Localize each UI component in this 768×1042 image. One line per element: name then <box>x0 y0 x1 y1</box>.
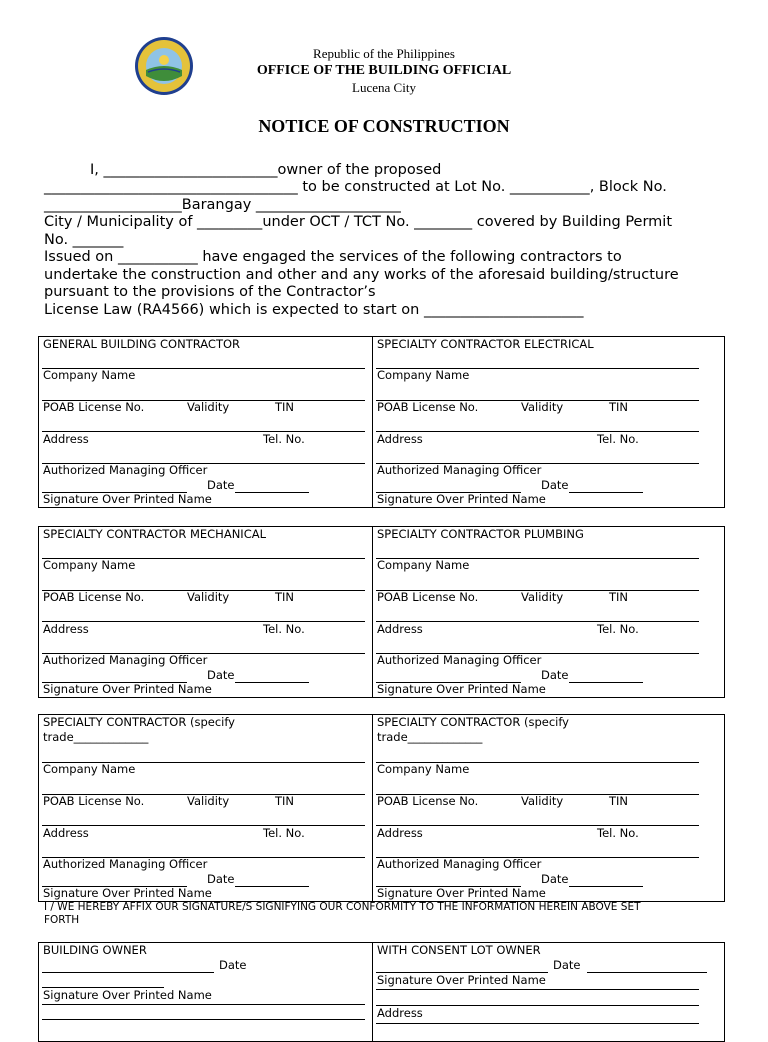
page-title: NOTICE OF CONSTRUCTION <box>258 116 510 136</box>
tel-label: Tel. No. <box>263 826 305 840</box>
officer-label: Authorized Managing Officer <box>377 857 542 871</box>
address-label: Address <box>377 826 423 840</box>
poab-label: POAB License No. <box>377 794 479 808</box>
date-label: Date <box>207 478 235 492</box>
officer-label: Authorized Managing Officer <box>43 653 208 667</box>
city-name: Lucena City <box>352 80 416 95</box>
signature-label: Signature Over Printed Name <box>43 988 212 1002</box>
address-label: Address <box>43 826 89 840</box>
signature-label: Signature Over Printed Name <box>377 682 546 696</box>
signature-label: Signature Over Printed Name <box>43 886 212 900</box>
tin-label: TIN <box>609 400 629 414</box>
section-heading: SPECIALTY CONTRACTOR ELECTRICAL <box>377 337 594 351</box>
validity-label: Validity <box>521 590 564 604</box>
tel-label: Tel. No. <box>597 432 639 446</box>
tel-label: Tel. No. <box>597 622 639 636</box>
mechanical-contractor-cell <box>39 527 373 697</box>
specify-contractor-cell-2 <box>373 715 707 901</box>
signature-label: Signature Over Printed Name <box>43 682 212 696</box>
tin-label: TIN <box>609 590 629 604</box>
officer-label: Authorized Managing Officer <box>43 857 208 871</box>
validity-label: Validity <box>187 590 230 604</box>
office-name: OFFICE OF THE BUILDING OFFICIAL <box>256 63 512 78</box>
date-label: Date <box>207 668 235 682</box>
date-label: Date <box>541 478 569 492</box>
building-owner-cell <box>39 943 373 1041</box>
validity-label: Validity <box>521 400 564 414</box>
officer-label: Authorized Managing Officer <box>377 653 542 667</box>
signature-label: Signature Over Printed Name <box>377 973 546 987</box>
date-label: Date <box>553 958 581 972</box>
tel-label: Tel. No. <box>597 826 639 840</box>
conformity-line-1: I / WE HEREBY AFFIX OUR SIGNATURE/S SIGNIFYING OUR CONFORMITY TO THE INFORMATION HEREIN ABOVE SET <box>44 901 641 913</box>
intro-line-4: City / Municipality of _________under OCT / TCT No. ________ covered by Building Permit <box>44 214 673 230</box>
date-label: Date <box>541 872 569 886</box>
date-label: Date <box>541 668 569 682</box>
signature-label: Signature Over Printed Name <box>377 886 546 900</box>
validity-label: Validity <box>187 400 230 414</box>
contractor-box-2 <box>38 526 725 698</box>
lot-owner-cell <box>373 943 707 1041</box>
tin-label: TIN <box>275 590 295 604</box>
poab-label: POAB License No. <box>43 400 145 414</box>
tel-label: Tel. No. <box>263 622 305 636</box>
company-name-label: Company Name <box>43 368 136 382</box>
section-heading: BUILDING OWNER <box>43 943 147 957</box>
section-heading: SPECIALTY CONTRACTOR (specify <box>43 715 235 729</box>
contractor-box-1 <box>38 336 725 508</box>
owner-box <box>38 942 725 1042</box>
tin-label: TIN <box>275 400 295 414</box>
address-label: Address <box>377 1006 423 1020</box>
poab-label: POAB License No. <box>43 590 145 604</box>
signature-label: Signature Over Printed Name <box>43 492 212 506</box>
address-label: Address <box>43 622 89 636</box>
intro-line-1: I, ________________________owner of the proposed <box>90 162 442 178</box>
trade-field: trade_____________ <box>377 730 483 744</box>
address-label: Address <box>377 622 423 636</box>
specify-contractor-cell-1 <box>39 715 373 901</box>
tin-label: TIN <box>609 794 629 808</box>
intro-line-6: Issued on ___________ have engaged the services of the following contractors to <box>44 249 622 265</box>
republic-line: Republic of the Philippines <box>313 46 455 61</box>
conformity-statement <box>44 901 724 927</box>
date-label: Date <box>219 958 247 972</box>
address-label: Address <box>43 432 89 446</box>
validity-label: Validity <box>521 794 564 808</box>
intro-line-9: License Law (RA4566) which is expected to start on ______________________ <box>44 302 584 318</box>
signature-label: Signature Over Printed Name <box>377 492 546 506</box>
general-contractor-cell <box>39 337 373 507</box>
officer-label: Authorized Managing Officer <box>377 463 542 477</box>
company-name-label: Company Name <box>43 558 136 572</box>
contractor-box-3 <box>38 714 725 902</box>
company-name-label: Company Name <box>377 368 470 382</box>
poab-label: POAB License No. <box>43 794 145 808</box>
plumbing-contractor-cell <box>373 527 707 697</box>
date-label: Date <box>207 872 235 886</box>
section-heading: WITH CONSENT LOT OWNER <box>377 943 541 957</box>
address-label: Address <box>377 432 423 446</box>
tin-label: TIN <box>275 794 295 808</box>
validity-label: Validity <box>187 794 230 808</box>
conformity-line-2: FORTH <box>44 914 80 926</box>
tel-label: Tel. No. <box>263 432 305 446</box>
poab-label: POAB License No. <box>377 590 479 604</box>
intro-line-7: undertake the construction and other and any works of the aforesaid building/structure <box>44 267 679 283</box>
company-name-label: Company Name <box>43 762 136 776</box>
section-heading: SPECIALTY CONTRACTOR (specify <box>377 715 569 729</box>
intro-line-3: ___________________Barangay ____________________ <box>44 197 401 213</box>
section-heading: SPECIALTY CONTRACTOR MECHANICAL <box>43 527 266 541</box>
officer-label: Authorized Managing Officer <box>43 463 208 477</box>
intro-line-8: pursuant to the provisions of the Contractor’s <box>44 284 376 300</box>
section-heading: SPECIALTY CONTRACTOR PLUMBING <box>377 527 584 541</box>
company-name-label: Company Name <box>377 558 470 572</box>
electrical-contractor-cell <box>373 337 707 507</box>
intro-line-2: ___________________________________ to be constructed at Lot No. ___________, Block No. <box>44 179 667 195</box>
intro-line-5: No. _______ <box>44 232 124 248</box>
poab-label: POAB License No. <box>377 400 479 414</box>
trade-field: trade_____________ <box>43 730 149 744</box>
section-heading: GENERAL BUILDING CONTRACTOR <box>43 337 241 351</box>
company-name-label: Company Name <box>377 762 470 776</box>
